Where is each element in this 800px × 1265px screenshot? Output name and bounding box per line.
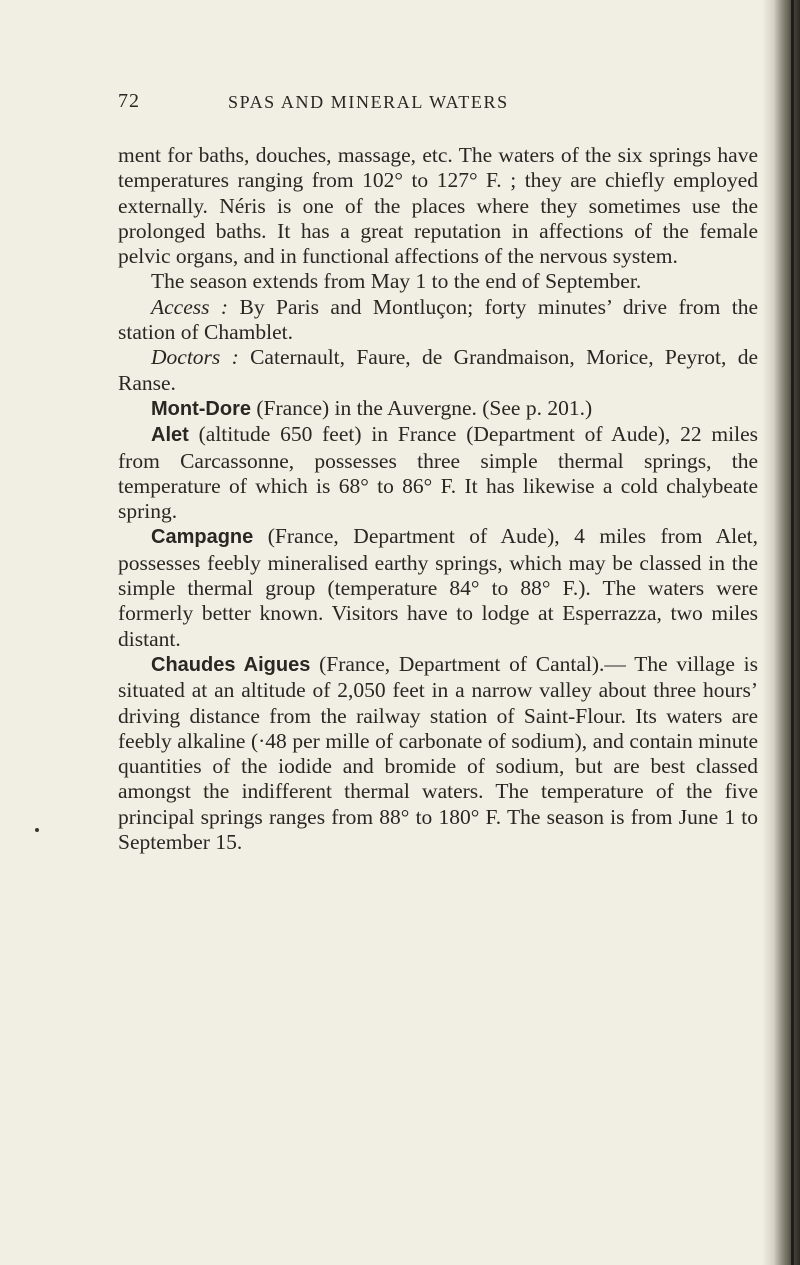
running-head: SPAS AND MINERAL WATERS (228, 92, 509, 112)
binding-edge-line (791, 0, 794, 1265)
page-body (118, 143, 758, 855)
entry-chaudes-aigues (118, 652, 758, 855)
entry-text-alet: (altitude 650 feet) in France (Department of Aude), 22 miles from Carcassonne, possesses three simple thermal springs, the temperature of which is 68° to 86° F. It has likewise a cold chalybeate spring. (118, 422, 759, 524)
page-edge-shadow (762, 0, 800, 1265)
doctors-label: Doctors : (151, 345, 239, 370)
entry-heading-alet: Alet (151, 424, 189, 447)
entry-text-campagne: (France, Department of Aude), 4 miles from Alet, possesses feebly mineralised earthy springs, which may be classed in the simple thermal group (temperature 84° to 88° F.). The waters were formerly better known. Visitors have to lodge at Esperrazza, two miles distant. (118, 524, 759, 651)
entry-text-chaudes-aigues: (France, Department of Cantal).— The village is situated at an altitude of 2,050 feet in a narrow valley about three hours’ driving distance from the railway station of Saint-Flour. Its waters are feebly alkaline (·48 per mille of carbonate of sodium), and contain minute quantities of the iodide and bromide of sodium, but are best classed amongst the indifferent thermal waters. The temperature of the five principal springs ranges from 88° to 180° F. The season is from June 1 to September 15. (118, 651, 758, 855)
page-header (118, 90, 758, 120)
entry-campagne (118, 524, 758, 651)
access-text: By Paris and Montluçon; forty minutes’ drive from the station of Chamblet. (118, 294, 758, 345)
entry-heading-chaudes-aigues: Chaudes Aigues (151, 653, 311, 676)
doctors-text: Caternault, Faure, de Grandmaison, Morice, Peyrot, de Ranse. (118, 345, 759, 395)
entry-mont-dore (118, 396, 758, 422)
page-number: 72 (118, 90, 140, 112)
entry-heading-campagne: Campagne (151, 526, 254, 549)
entry-text-mont-dore: (France) in the Auvergne. (See p. 201.) (256, 395, 593, 420)
entry-alet (118, 422, 758, 524)
ink-speck (35, 828, 39, 832)
access-label: Access : (151, 294, 229, 319)
entry-heading-mont-dore: Mont-Dore (151, 397, 251, 420)
paragraph-neris-continued: ment for baths, douches, massage, etc. The waters of the six springs have temperatures ranging from 102° to 127° F. ; they are chiefly employed externally. Néris is one of the places where they sometimes use the prolonged baths. It has a great reputation in affections of the female pelvic organs, and in functional affections of the nervous system. (118, 143, 758, 269)
paragraph-doctors (118, 345, 758, 396)
paragraph-access (118, 295, 758, 346)
paragraph-season: The season extends from May 1 to the end of September. (151, 269, 642, 294)
